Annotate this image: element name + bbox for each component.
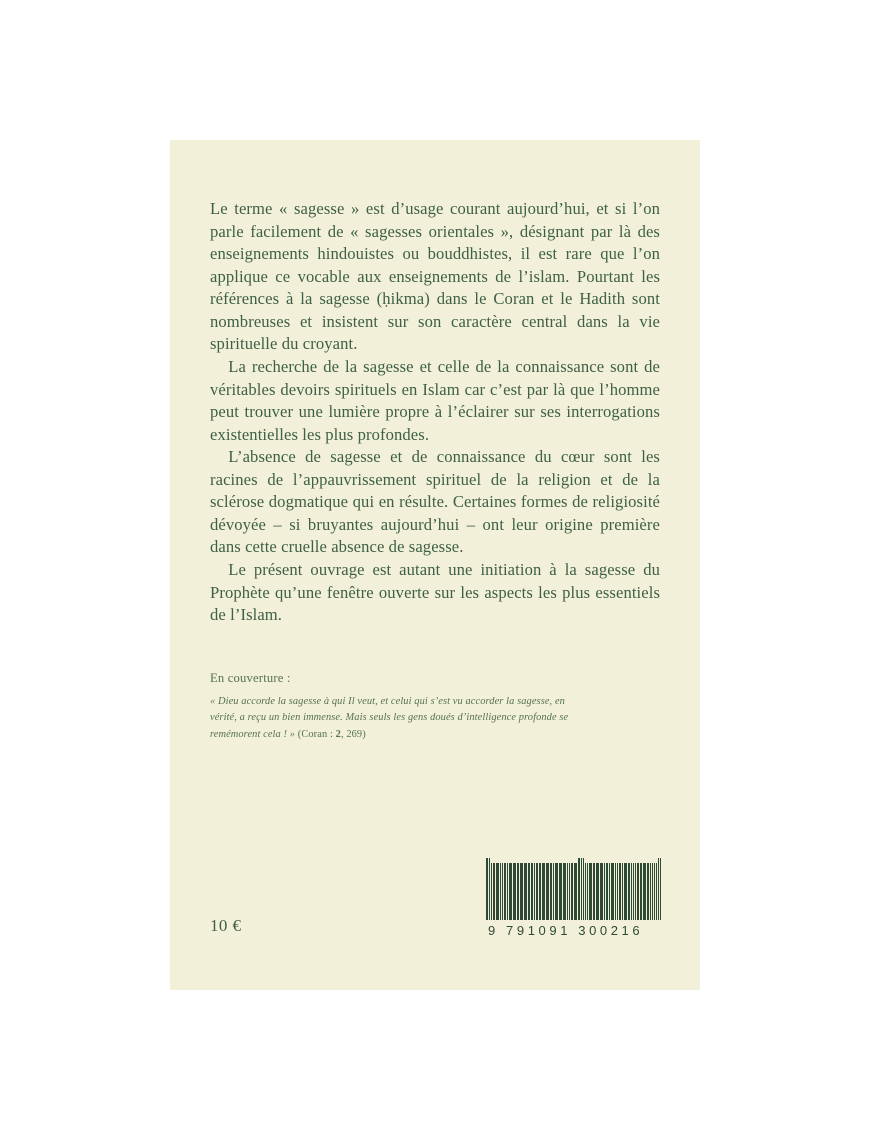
barcode-bars bbox=[486, 858, 662, 920]
book-back-cover bbox=[170, 140, 700, 990]
price-label: 10 € bbox=[210, 916, 242, 935]
blurb-paragraph-1: Le terme « sagesse » est d’usage courant aujourd’hui, et si l’on parle facilement de « sagesses orientales », désignant par là des enseignements hindouistes ou bouddhistes, il est rare que l’on applique ce vocable aux enseignements de l’islam. Pourtant les références à la sagesse (ḥikma) dans le Coran et le Hadith sont nombreuses et insistent sur son caractère central dans la vie spirituelle du croyant. bbox=[210, 199, 660, 354]
cover-note-label: En couverture : bbox=[210, 670, 291, 685]
cover-note bbox=[210, 669, 660, 744]
barcode-digits: 9 791091 300216 bbox=[488, 923, 644, 938]
cover-footer bbox=[210, 858, 662, 938]
cover-note-reference-prefix: (Coran : bbox=[295, 729, 336, 741]
blurb-paragraph-2: La recherche de la sagesse et celle de la connaissance sont de véritables devoirs spirituels en Islam car c’est par là que l’homme peut trouver une lumière propre à l’éclairer sur ses interrogations existentielles les plus profondes. bbox=[210, 356, 660, 444]
cover-note-quote bbox=[210, 694, 570, 745]
blurb-paragraph-3: L’absence de sagesse et de connaissance du cœur sont les racines de l’appauvrissement spirituel de la religion et de la sclérose dogmatique qui en résulte. Certaines formes de religiosité dévoyée – si bruyantes aujourd’hui – ont leur origine première dans cette cruelle absence de sagesse. bbox=[210, 447, 660, 557]
cover-note-quote-text: « Dieu accorde la sagesse à qui Il veut, et celui qui s’est vu accorder la sagesse, en vérité, a reçu un bien immense. Mais seuls les gens doués d’intelligence profonde se remémorent cela ! » bbox=[210, 695, 569, 741]
blurb-text bbox=[210, 198, 660, 627]
barcode bbox=[486, 858, 662, 938]
cover-note-reference-sura: 2 bbox=[335, 729, 341, 741]
blurb-paragraph-4: Le présent ouvrage est autant une initiation à la sagesse du Prophète qu’une fenêtre ouverte sur les aspects les plus essentiels de l’Islam. bbox=[210, 560, 660, 625]
cover-note-reference-suffix: , 269) bbox=[340, 729, 366, 741]
